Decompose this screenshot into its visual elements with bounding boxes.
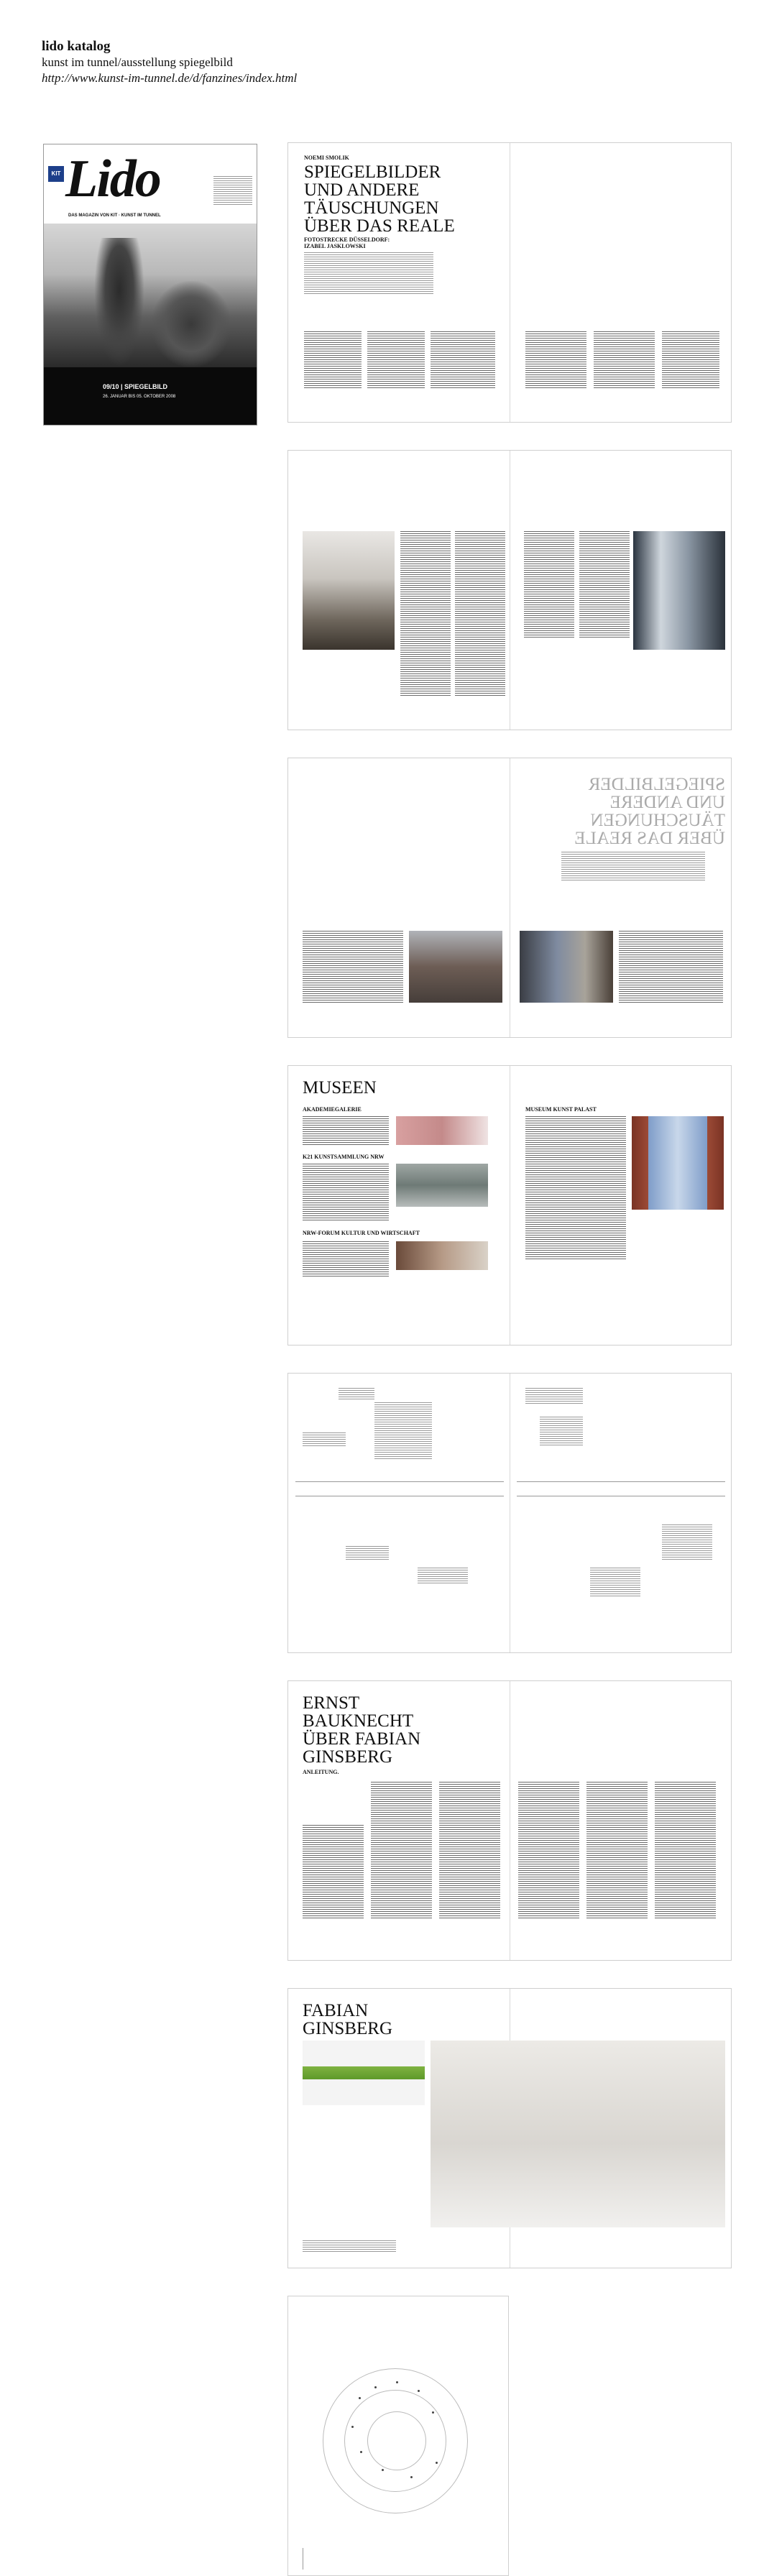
mirrored-text	[561, 852, 705, 880]
author-name: NOEMI SMOLIK	[304, 155, 349, 161]
article-title	[304, 163, 455, 235]
museum-heading: NRW-FORUM KULTUR UND WIRTSCHAFT	[303, 1230, 420, 1236]
essay-subtitle: ANLEITUNG.	[303, 1769, 339, 1775]
title-line: ÜBER FABIAN	[303, 1729, 421, 1749]
lido-logo: Lido	[65, 150, 160, 208]
title-line: ERNST	[303, 1693, 360, 1713]
spread-3	[287, 758, 732, 1038]
plan-note	[662, 1524, 712, 1560]
plan-note	[303, 1432, 346, 1447]
body-column	[655, 1782, 716, 1918]
plan-dot	[382, 2469, 384, 2471]
artwork-photo	[303, 2041, 425, 2105]
plan-dot	[410, 2476, 413, 2478]
mirrored-title	[517, 776, 725, 847]
body-column	[400, 531, 451, 696]
body-column	[662, 331, 719, 389]
cover-meta-text	[213, 176, 252, 205]
plan-dot	[436, 2462, 438, 2464]
caption	[303, 2240, 396, 2252]
street-photo	[409, 931, 502, 1003]
plan-dot	[396, 2381, 398, 2383]
plan-wall	[517, 1481, 725, 1482]
spread-2	[287, 450, 732, 730]
museum-heading: AKADEMIEGALERIE	[303, 1106, 362, 1113]
spread-6	[287, 1680, 732, 1961]
body-column	[303, 1825, 364, 1918]
plan-note	[374, 1402, 432, 1460]
artist-title	[303, 2002, 392, 2038]
body-column	[431, 331, 495, 389]
body-column	[594, 331, 655, 389]
page-header	[42, 39, 297, 86]
church-photo	[303, 531, 395, 650]
museum-heading: K21 KUNSTSAMMLUNG NRW	[303, 1154, 385, 1160]
plan-dot	[432, 2411, 434, 2414]
museum-photo	[396, 1116, 488, 1145]
page-subtitle: kunst im tunnel/ausstellung spiegelbild	[42, 55, 233, 69]
plan-note	[590, 1568, 640, 1596]
spread-4	[287, 1065, 732, 1346]
plan-wall	[295, 1481, 504, 1482]
photo-credit: FOTOSTRECKE DÜSSELDORF:	[304, 236, 390, 243]
spread-7	[287, 1988, 732, 2268]
museum-text	[525, 1116, 626, 1260]
magazine-cover	[43, 144, 257, 426]
title-line: BAUKNECHT	[303, 1711, 414, 1731]
plan-dot	[418, 2390, 420, 2392]
body-column	[586, 1782, 648, 1918]
photographer: IZABEL JASKLOWSKI	[304, 243, 366, 249]
title-line: TÄUSCHUNGEN	[590, 811, 725, 830]
title-line: TÄUSCHUNGEN	[304, 198, 439, 218]
body-column	[525, 331, 586, 389]
arcade-photo	[520, 931, 613, 1003]
plan-dot	[360, 2451, 362, 2453]
intro-text	[304, 252, 433, 295]
gallery-photo	[431, 2041, 725, 2227]
museum-heading: MUSEUM KUNST PALAST	[525, 1106, 597, 1113]
plan-circle	[367, 2411, 426, 2470]
title-line: SPIEGELBILDER	[304, 162, 441, 182]
section-title: MUSEEN	[303, 1078, 377, 1098]
plan-dot	[359, 2397, 361, 2399]
source-url[interactable]: http://www.kunst-im-tunnel.de/d/fanzines/index.html	[42, 71, 298, 85]
body-column	[455, 531, 505, 696]
title-line: ÜBER DAS REALE	[304, 216, 455, 236]
title-line: UND ANDERE	[304, 180, 420, 200]
plan-note	[339, 1388, 374, 1399]
plan-note	[525, 1388, 583, 1404]
body-column	[439, 1782, 500, 1918]
cover-dates: 26. JANUAR BIS 05. OKTOBER 2008	[103, 395, 176, 399]
spread-5	[287, 1373, 732, 1653]
body-column	[303, 931, 403, 1003]
plan-note	[540, 1417, 583, 1445]
page-title: lido katalog	[42, 39, 111, 54]
body-column	[371, 1782, 432, 1918]
spread-1	[287, 142, 732, 423]
body-column	[304, 331, 362, 389]
museum-photo	[396, 1164, 488, 1207]
kit-badge: KIT	[48, 166, 64, 182]
title-line: SPIEGELBILDER	[588, 775, 725, 794]
body-column	[619, 931, 723, 1003]
title-line: GINSBERG	[303, 2019, 393, 2038]
title-line: ÜBER DAS REALE	[574, 829, 725, 848]
title-line: FABIAN	[303, 2001, 369, 2020]
plan-note	[346, 1546, 389, 1560]
plan-note	[418, 1568, 468, 1583]
museum-photo	[632, 1116, 724, 1210]
plan-dot	[351, 2426, 354, 2428]
museum-photo	[396, 1241, 488, 1270]
museum-text	[303, 1241, 389, 1277]
body-column	[367, 331, 425, 389]
cover-issue: 09/10 | SPIEGELBILD	[103, 383, 168, 390]
cover-band	[44, 367, 257, 425]
single-page	[287, 2296, 509, 2576]
cover-tagline: DAS MAGAZIN VON KIT · KUNST IM TUNNEL	[68, 213, 161, 218]
title-line: GINSBERG	[303, 1747, 393, 1767]
museum-text	[303, 1116, 389, 1145]
cover-tree-2	[152, 281, 231, 367]
title-line: UND ANDERE	[609, 793, 725, 812]
body-column	[518, 1782, 579, 1918]
museum-text	[303, 1164, 389, 1221]
atrium-photo	[633, 531, 725, 650]
cover-tree	[94, 238, 144, 367]
body-column	[524, 531, 574, 639]
plan-dot	[374, 2386, 377, 2388]
essay-title	[303, 1694, 420, 1766]
body-column	[579, 531, 630, 639]
